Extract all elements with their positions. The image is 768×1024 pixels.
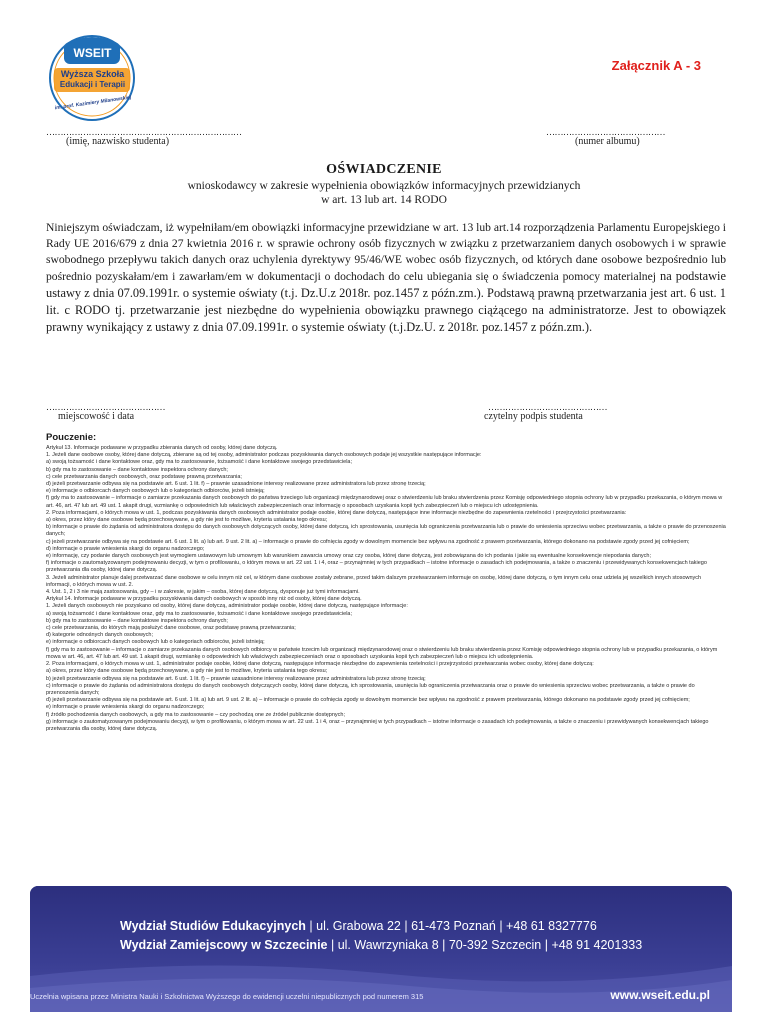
document-title: OŚWIADCZENIE xyxy=(326,162,442,177)
student-name-line: …………………………………………………………… xyxy=(46,127,242,137)
notice-paragraph: f) źródło pochodzenia danych osobowych, a gdy ma to zastosowanie – czy pochodzą one ze źródeł publicznie dostępnych; xyxy=(46,711,346,718)
document-subtitle-line1: wnioskodawcy w zakresie wypełnienia obowiązków informacyjnych przewidzianych xyxy=(187,180,581,192)
notice-fine-print xyxy=(46,445,726,733)
footer-szczecin-address: | ul. Wawrzyniaka 8 | 70-392 Szczecin | +48 91 4201333 xyxy=(327,938,643,952)
notice-paragraph: e) informacje o odbiorcach danych osobowych lub o kategoriach odbiorców, jeżeli istnieją; xyxy=(46,639,265,646)
document-subtitle-line2: w art. 13 lub art. 14 RODO xyxy=(321,194,447,206)
notice-paragraph: e) informacje o odbiorcach danych osobowych lub o kategoriach odbiorców, jeżeli istnieją; xyxy=(46,488,265,495)
notice-paragraph: c) jeżeli przetwarzanie odbywa się na podstawie art. 6 ust. 1 lit. a) lub art. 9 ust. 2 lit. a) – informacje o prawie do cofnięcia zgody w dowolnym momencie bez wpływu na zgodność z prawem przetwarzania, którego dokonano na podstawie zgody przed jej cofnięciem; xyxy=(46,538,690,545)
notice-paragraph: 1. Jeżeli dane osobowe osoby, której dane dotyczą, zbierane są od tej osoby, administrator podczas pozyskiwania danych osobowych podaje jej wszystkie następujące informacje: xyxy=(46,452,482,459)
notice-paragraph: d) jeżeli przetwarzanie odbywa się na podstawie art. 6 ust. 1 lit. f) – prawnie uzasadnione interesy realizowane przez administratora lub przez stronę trzecią; xyxy=(46,481,426,488)
declaration-part2: na podstawie ustawy z dnia 07.09.1991r. o systemie oświaty (t.j. Dz.U.z 2018r. poz.1457 z późn.zm.). Podstawą prawną przetwarzania jest art. 6 ust. 1 lit. c RODO tj. przetwarzanie jest niezbędne do wypełnienia obowiązku prawnego ciążącego na administratorze. Jest to obowiązek prawny wynikający z ustawy z dnia 07.09.1991r. o systemie oświaty (t.j.Dz.U. z 2018r. poz.1457 z późn.zm.). xyxy=(46,269,726,334)
notice-paragraph: a) swoją tożsamość i dane kontaktowe oraz, gdy ma to zastosowanie, tożsamość i dane kontaktowe swojego przedstawiciela; xyxy=(46,459,353,466)
notice-paragraph: e) informację, czy podanie danych osobowych jest wymogiem ustawowym lub umownym lub warunkiem zawarcia umowy oraz czy osoba, której dane dotyczą, jest zobowiązana do ich podania i jakie są ewentualne konsekwencje niepodania danych; xyxy=(46,553,652,560)
logo-line2: Edukacji i Terapii xyxy=(59,80,126,89)
declaration-text xyxy=(46,220,726,336)
logo-top-text: WSEIT xyxy=(73,46,112,60)
notice-paragraph: f) gdy ma to zastosowanie – informacje o zamiarze przekazania danych osobowych do państwa trzeciego lub organizacji międzynarodowej oraz o stwierdzeniu lub braku stwierdzenia przez Komisję odpowiedniego stopnia ochrony lub w przypadku przekazania, o którym mowa w art. 46, art. 47 lub art. 49 ust. 1 akapit drugi, wzmiankę o odpowiednich lub właściwych zabezpieczeniach oraz informację o sposobach uzyskania kopii tych zabezpieczeń lub o miejscu ich udostępnienia. xyxy=(46,495,723,509)
logo-arc-text: im. prof. Kazimiery Milanowskiej xyxy=(54,94,132,112)
notice-paragraph: d) jeżeli przetwarzanie odbywa się na podstawie art. 6 ust. 1 lit. a) lub art. 9 ust. 2 lit. a) – informacje o prawie do cofnięcia zgody w dowolnym momencie bez wpływu na zgodność z prawem przetwarzania, którego dokonano na podstawie zgody przed jej cofnięciem; xyxy=(46,697,690,704)
album-number-line: …………………………………… xyxy=(546,127,665,137)
notice-paragraph: b) gdy ma to zastosowanie – dane kontaktowe inspektora ochrony danych; xyxy=(46,466,228,473)
notice-paragraph: Artykuł 13. Informacje podawane w przypadku zbierania danych od osoby, której dane dotyczą. xyxy=(46,445,278,451)
notice-paragraph: d) informacje o prawie wniesienia skargi do organu nadzorczego; xyxy=(46,545,205,552)
notice-paragraph: b) informacje o prawie do żądania od administratora dostępu do danych osobowych dotyczących osoby, której dane dotyczą, ich sprostowania, usunięcia lub ograniczenia przetwarzania lub o prawie do wniesienia sprzeciwu wobec przetwarzania, a także o prawie do przenoszenia danych; xyxy=(46,524,726,538)
footer-poznan-line xyxy=(120,919,597,933)
declaration-part1: Niniejszym oświadczam, iż wypełniłam/em obowiązki informacyjne przewidziane w art. 13 lub art.14 rozporządzenia Parlamentu Europejskiego i Rady UE 2016/679 z dnia 27 kwietnia 2016 r. w sprawie ochrony osób fizycznych w związku z przetwarzaniem danych osobowych i w sprawie swobodnego przepływu takich danych oraz uchylenia dyrektywy 95/46/WE wobec osób fizycznych, od których dane osobowe bezpośrednio lub pośrednio pozyskałam/em i zawarłam/em w dokumentacji o dochodach do celu ubiegania się o świadczenia pomocy materialnej xyxy=(46,221,726,283)
footer-poznan-faculty: Wydział Studiów Edukacyjnych xyxy=(120,919,306,933)
notice-paragraph: a) okres, przez który dane osobowe będą przechowywane, a gdy nie jest to możliwe, kryteria ustalania tego okresu; xyxy=(46,517,328,524)
signature-caption: czytelny podpis studenta xyxy=(484,411,583,422)
footer-wave-icon xyxy=(30,956,732,1012)
notice-paragraph: d) kategorie odnośnych danych osobowych; xyxy=(46,632,154,639)
student-name-caption: (imię, nazwisko studenta) xyxy=(66,136,170,147)
notice-paragraph: f) informacje o zautomatyzowanym podejmowaniu decyzji, w tym o profilowaniu, o którym mowa w art. 22 ust. 1 i 4, oraz – przynajmniej w tych przypadkach – istotne informacje o zasadach ich podejmowania, a także o znaczeniu i przewidywanych konsekwencjach takiego przetwarzania dla osoby, której dane dotyczą. xyxy=(46,560,707,574)
notice-paragraph: e) informacje o prawie wniesienia skargi do organu nadzorczego; xyxy=(46,704,205,711)
university-logo xyxy=(40,28,145,123)
notice-paragraph: b) jeżeli przetwarzanie odbywa się na podstawie art. 6 ust. 1 lit. f) – prawnie uzasadnione interesy realizowane przez administratora lub przez stronę trzecią; xyxy=(46,675,426,682)
notice-paragraph: c) cele przetwarzania danych osobowych, oraz podstawę prawną przetwarzania; xyxy=(46,473,242,480)
notice-paragraph: 2. Poza informacjami, o których mowa w ust. 1, administrator podaje osobie, której dane dotyczą, następujące informacje niezbędne do zapewnienia rzetelności i przejrzystości przetwarzania wobec osoby, której dane dotyczą: xyxy=(46,661,594,668)
notice-paragraph: 1. Jeżeli danych osobowych nie pozyskano od osoby, której dane dotyczą, administrator podaje osobie, której dane dotyczą, następujące informacje: xyxy=(46,603,408,610)
footer-registration-note: Uczelnia wpisana przez Ministra Nauki i Szkolnictwa Wyższego do ewidencji uczelni niepublicznych pod numerem 315 xyxy=(30,992,424,1001)
album-number-caption: (numer albumu) xyxy=(575,136,640,147)
notice-paragraph: f) gdy ma to zastosowanie – informacje o zamiarze przekazania danych osobowych odbiorcy w państwie trzecim lub organizacji międzynarodowej oraz o stwierdzeniu lub braku stwierdzenia przez Komisję odpowiedniego stopnia ochrony lub w przypadku przekazania, o którym mowa w art. 46, art. 47 lub art. 49 ust. 1 akapit drugi, wzmiankę o odpowiednich lub właściwych zabezpieczeniach oraz o sposobach uzyskania kopii tych zabezpieczeń lub o miejscu ich udostępnienia. xyxy=(46,646,718,660)
footer-szczecin-faculty: Wydział Zamiejscowy w Szczecinie xyxy=(120,938,328,952)
footer-banner xyxy=(30,886,732,1012)
notice-paragraph: g) informacje o zautomatyzowanym podejmowaniu decyzji, w tym o profilowaniu, o którym mowa w art. 22 ust. 1 i 4, oraz – przynajmniej w tych przypadkach – istotne informacje o zasadach ich podejmowania, a także o znaczeniu i przewidywanych konsekwencjach takiego przetwarzania dla osoby, której dane dotyczą. xyxy=(46,718,709,732)
logo-line1: Wyższa Szkoła xyxy=(60,69,125,79)
notice-paragraph: c) informacje o prawie do żądania od administratora dostępu do danych osobowych dotyczących osoby, której dane dotyczą, ich sprostowania, usunięcia lub ograniczenia przetwarzania oraz o prawie do wniesienia sprzeciwu wobec przetwarzania, a także o prawie do przenoszenia danych; xyxy=(46,682,695,696)
notice-paragraph: b) gdy ma to zastosowanie – dane kontaktowe inspektora ochrony danych; xyxy=(46,617,228,624)
notice-heading: Pouczenie: xyxy=(46,432,97,443)
place-date-line: …………………………………… xyxy=(46,402,165,412)
place-date-caption: miejscowość i data xyxy=(58,411,135,422)
notice-paragraph: a) swoją tożsamość i dane kontaktowe oraz, gdy ma to zastosowanie, tożsamość i dane kontaktowe swojego przedstawiciela; xyxy=(46,610,353,617)
signature-line: …………………………………… xyxy=(488,402,607,412)
notice-paragraph: 2. Poza informacjami, o których mowa w ust. 1, podczas pozyskiwania danych osobowych administrator podaje osobie, której dane dotyczą, następujące inne informacje niezbędne do zapewnienia rzetelności i przejrzystości przetwarzania: xyxy=(46,509,627,516)
footer-szczecin-line xyxy=(120,938,642,952)
annex-label: Załącznik A - 3 xyxy=(611,58,701,73)
notice-paragraph: Artykuł 14. Informacje podawane w przypadku pozyskiwania danych osobowych w sposób inny niż od osoby, której dane dotyczą. xyxy=(46,596,362,603)
notice-paragraph: 3. Jeżeli administrator planuje dalej przetwarzać dane osobowe w celu innym niż cel, w którym dane osobowe zostały zebrane, przed takim dalszym przetwarzaniem informuje on osobę, której dane dotyczą, o tym innym celu oraz udziela jej wszelkich innych stosownych informacji, o których mowa w ust. 2. xyxy=(46,574,702,588)
footer-website-link[interactable]: www.wseit.edu.pl xyxy=(610,988,710,1002)
notice-paragraph: c) cele przetwarzania, do których mają posłużyć dane osobowe, oraz podstawę prawną przetwarzania; xyxy=(46,625,296,632)
footer-poznan-address: | ul. Grabowa 22 | 61-473 Poznań | +48 61 8327776 xyxy=(305,919,597,933)
notice-paragraph: 4. Ust. 1, 2 i 3 nie mają zastosowania, gdy – i w zakresie, w jakim – osoba, której dane dotyczą, dysponuje już tymi informacjami. xyxy=(46,589,360,596)
notice-paragraph: a) okres, przez który dane osobowe będą przechowywane, a gdy nie jest to możliwe, kryteria ustalania tego okresu; xyxy=(46,668,328,675)
